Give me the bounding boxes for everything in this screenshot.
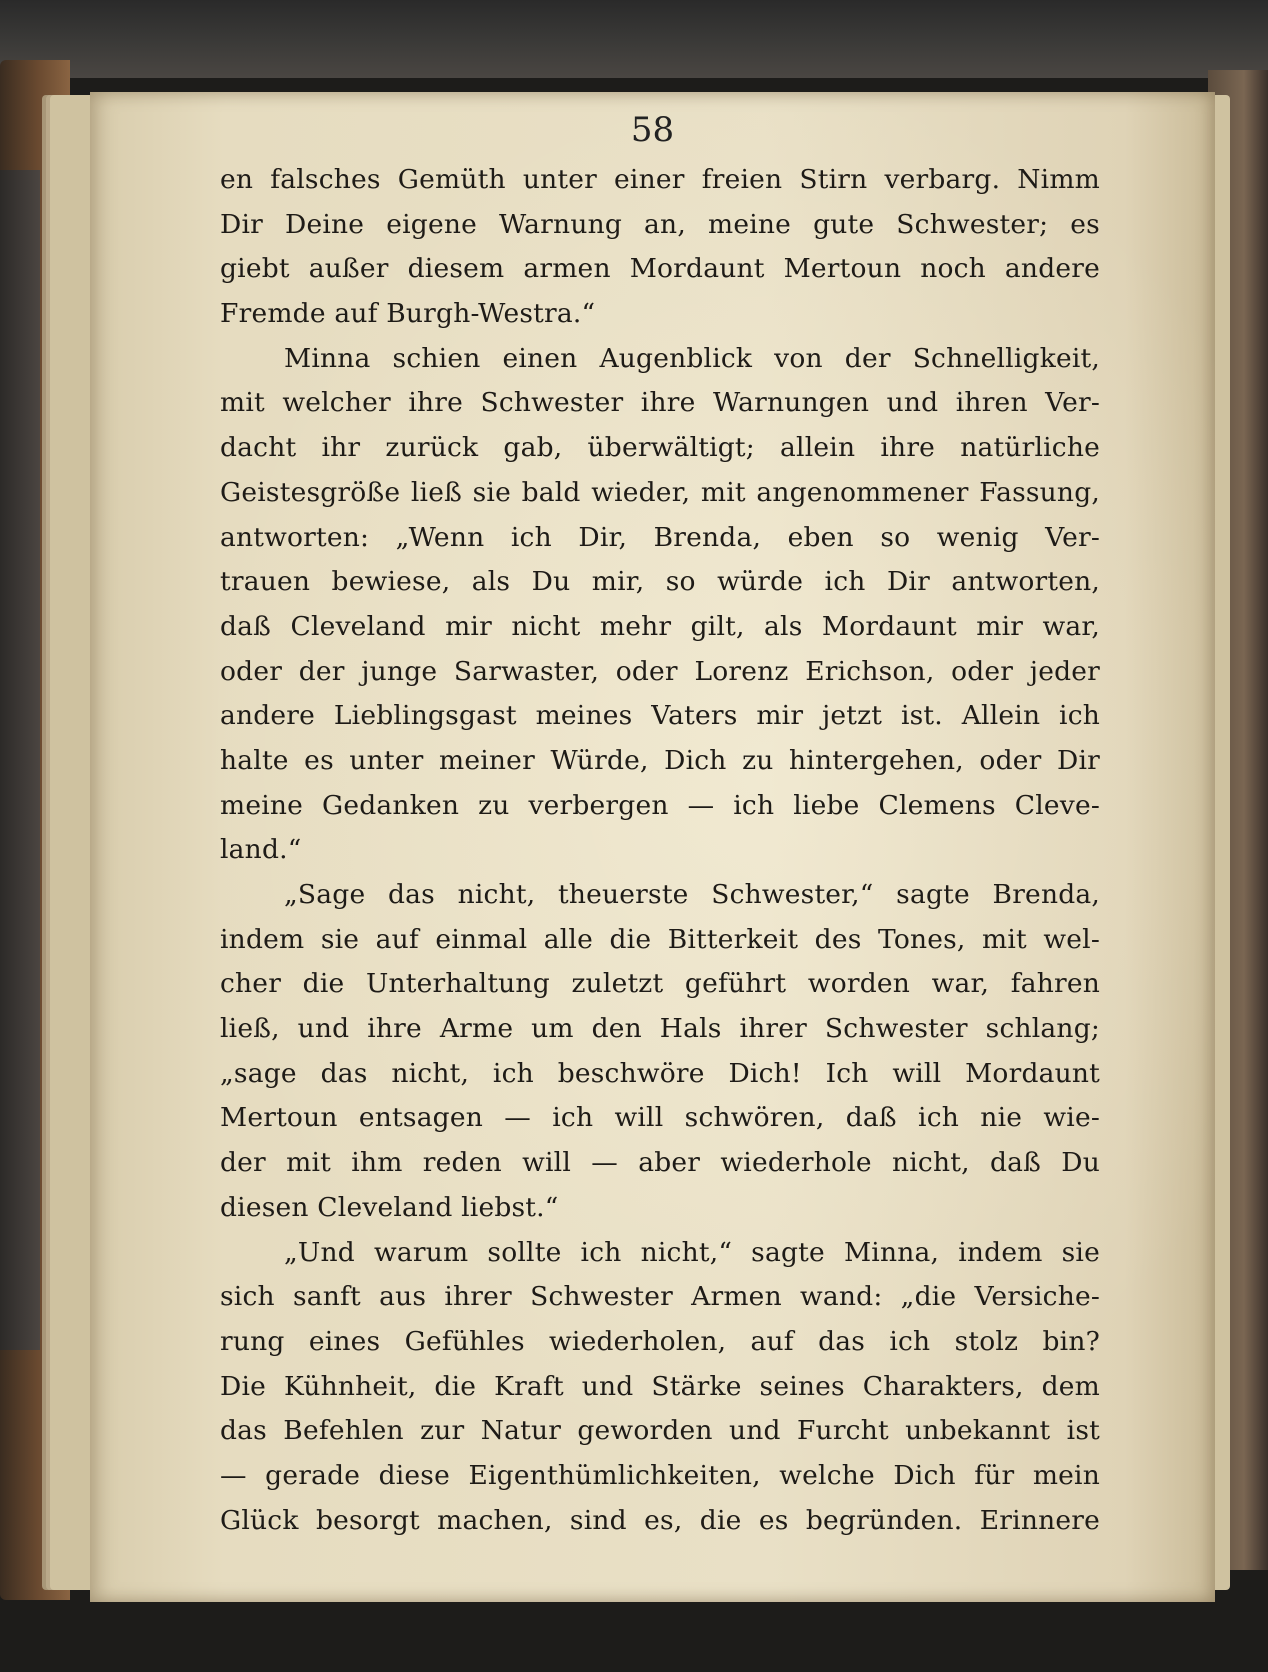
text-line: meine Gedanken zu verbergen — ich liebe Clemens Cleve- xyxy=(220,789,1100,821)
text-line: giebt außer diesem armen Mordaunt Mertoun noch andere xyxy=(220,253,1100,285)
text-line: „sage das nicht, ich beschwöre Dich! Ich will Mordaunt xyxy=(220,1057,1100,1089)
text-line: land.“ xyxy=(220,834,302,866)
text-line: der mit ihm reden will — aber wiederhole nicht, daß Du xyxy=(220,1147,1100,1179)
text-line: Fremde auf Burgh-Westra.“ xyxy=(220,298,596,330)
text-line: en falsches Gemüth unter einer freien Stirn verbarg. Nimm xyxy=(220,164,1100,195)
text-line: das Befehlen zur Natur geworden und Furcht unbekannt ist xyxy=(220,1415,1100,1447)
page-number: 58 xyxy=(630,110,675,150)
text-line: Geistesgröße ließ sie bald wieder, mit angenommener Fassung, xyxy=(220,476,1100,508)
text-line: Glück besorgt machen, sind es, die es begründen. Erinnere xyxy=(220,1504,1100,1536)
text-line: Die Kühnheit, die Kraft und Stärke seines Charakters, dem xyxy=(220,1370,1100,1402)
text-line: indem sie auf einmal alle die Bitterkeit des Tones, mit wel- xyxy=(220,923,1100,955)
text-line: dacht ihr zurück gab, überwältigt; allein ihre natürliche xyxy=(220,432,1100,464)
text-line: rung eines Gefühles wiederholen, auf das ich stolz bin? xyxy=(220,1325,1100,1357)
text-line: halte es unter meiner Würde, Dich zu hintergehen, oder Dir xyxy=(220,744,1100,776)
page-text xyxy=(220,158,1100,1543)
text-line: mit welcher ihre Schwester ihre Warnungen und ihren Ver- xyxy=(220,387,1100,419)
text-line: sich sanft aus ihrer Schwester Armen wand: „die Versiche- xyxy=(220,1281,1100,1313)
text-line: „Und warum sollte ich nicht,“ sagte Minna, indem sie xyxy=(284,1236,1100,1268)
text-line: daß Cleveland mir nicht mehr gilt, als Mordaunt mir war, xyxy=(220,610,1100,642)
text-line: „Sage das nicht, theuerste Schwester,“ sagte Brenda, xyxy=(284,879,1100,910)
text-line: andere Lieblingsgast meines Vaters mir jetzt ist. Allein ich xyxy=(220,700,1100,732)
text-line: ließ, und ihre Arme um den Hals ihrer Schwester schlang; xyxy=(220,1013,1100,1045)
text-line: Dir Deine eigene Warnung an, meine gute Schwester; es xyxy=(220,208,1100,240)
book-spine-edge xyxy=(0,170,40,1350)
text-line: Mertoun entsagen — ich will schwören, daß ich nie wie- xyxy=(220,1102,1100,1134)
book-cover-top xyxy=(0,0,1268,78)
text-line: oder der junge Sarwaster, oder Lorenz Erichson, oder jeder xyxy=(220,655,1100,687)
text-line: diesen Cleveland liebst.“ xyxy=(220,1191,559,1223)
text-line: cher die Unterhaltung zuletzt geführt worden war, fahren xyxy=(220,968,1100,1000)
book-page xyxy=(90,92,1215,1602)
text-line: trauen bewiese, als Du mir, so würde ich Dir antworten, xyxy=(220,566,1100,598)
text-line: antworten: „Wenn ich Dir, Brenda, eben so wenig Ver- xyxy=(220,521,1100,553)
text-line: Minna schien einen Augenblick von der Schnelligkeit, xyxy=(284,342,1100,374)
text-line: — gerade diese Eigenthümlichkeiten, welche Dich für mein xyxy=(220,1459,1100,1491)
